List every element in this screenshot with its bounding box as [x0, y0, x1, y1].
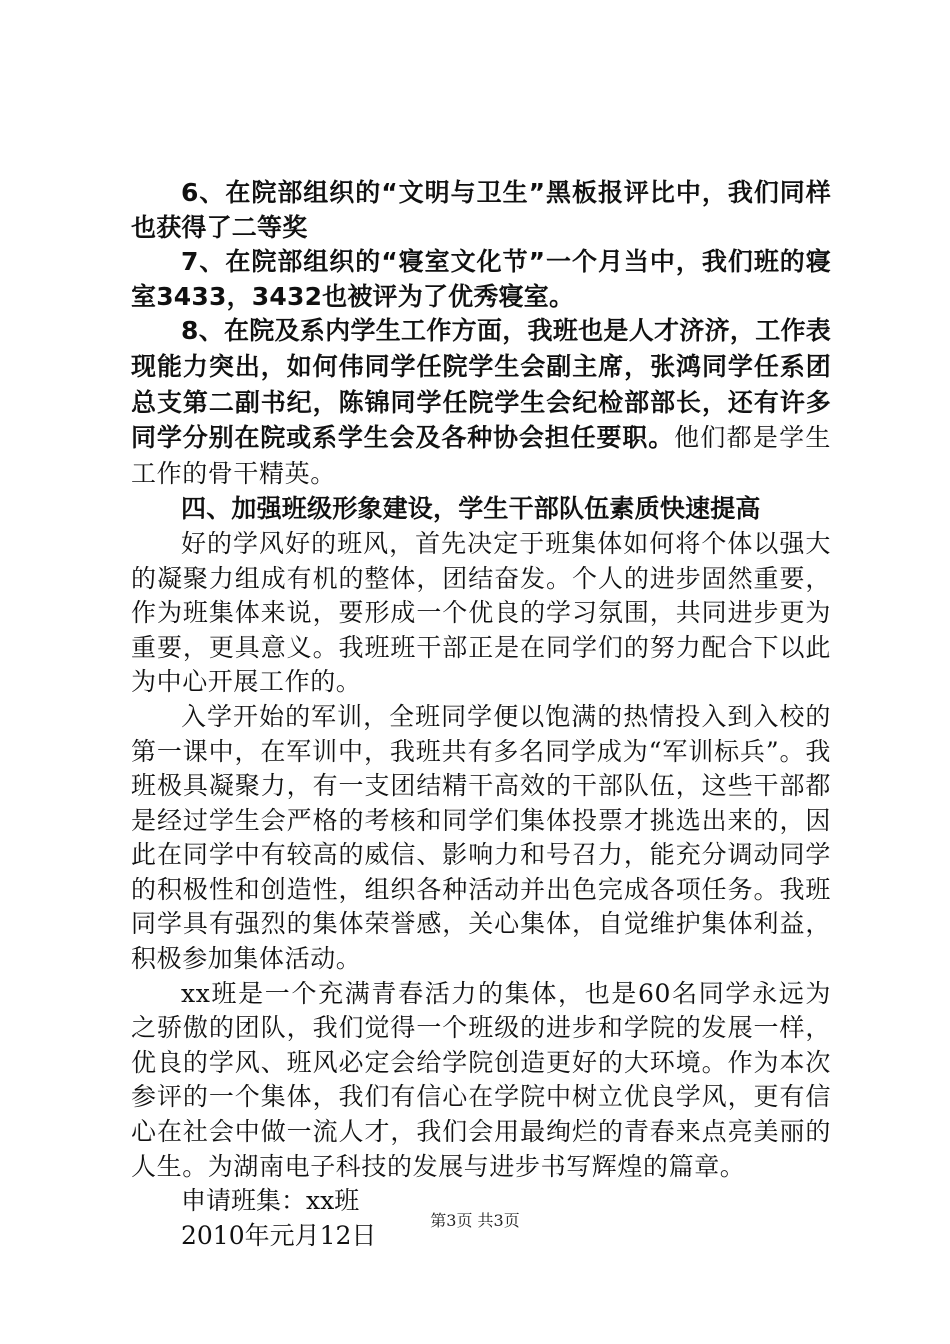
section-heading: 四、加强班级形象建设，学生干部队伍素质快速提高	[181, 494, 761, 524]
paragraph-item-8	[131, 314, 831, 492]
signature-date: 2010年元月12日	[181, 1220, 377, 1250]
page-footer: 第3页 共3页	[430, 1211, 520, 1230]
paragraph-military-training: 入学开始的军训，全班同学便以饱满的热情投入到入校的第一课中，在军训中，我班共有多名同学成为“军训标兵”。我班极具凝聚力，有一支团结精干高效的干部队伍，这些干部都是经过学生会严格的考核和同学们集体投票才挑选出来的，因此在同学中有较高的威信、影响力和号召力，能充分调动同学的积极性和创造性，组织各种活动并出色完成各项任务。我班同学具有强烈的集体荣誉感，关心集体，自觉维护集体利益，积极参加集体活动。	[131, 701, 831, 974]
paragraph-item-8-bold-text: 8、在院及系内学生工作方面，我班也是人才济济，工作表现能力突出，如何伟同学任院学生会副主席，张鸿同学任系团总支第二副书纪，陈锦同学任院学生会纪检部部长，还有许多同学分别在院或系学生会及各种协会担任要职。	[131, 316, 831, 453]
paragraph-item-6: 6、在院部组织的“文明与卫生”黑板报评比中，我们同样也获得了二等奖	[131, 178, 831, 242]
paragraph-item-7: 7、在院部组织的“寝室文化节”一个月当中，我们班的寝室3433，3432也被评为了优秀寝室。	[131, 247, 831, 311]
paragraph-conclusion: xx班是一个充满青春活力的集体，也是60名同学永远为之骄傲的团队，我们觉得一个班级的进步和学院的发展一样，优良的学风、班风必定会给学院创造更好的大环境。作为本次参评的一个集体，我们有信心在学院中树立优良学风，更有信心在社会中做一流人才，我们会用最绚烂的青春来点亮美丽的人生。为湖南电子科技的发展与进步书写辉煌的篇章。	[131, 978, 831, 1181]
paragraph-class-style: 好的学风好的班风，首先决定于班集体如何将个体以强大的凝聚力组成有机的整体，团结奋发。个人的进步固然重要，作为班集体来说，要形成一个优良的学习氛围，共同进步更为重要，更具意义。我班班干部正是在同学们的努力配合下以此为中心开展工作的。	[131, 528, 831, 697]
signature-applicant: 申请班集：xx班	[181, 1186, 360, 1216]
document-body	[131, 176, 831, 1253]
paragraph-item-8-regular-text: 他们都是学生工作的骨干精英。	[131, 423, 831, 488]
